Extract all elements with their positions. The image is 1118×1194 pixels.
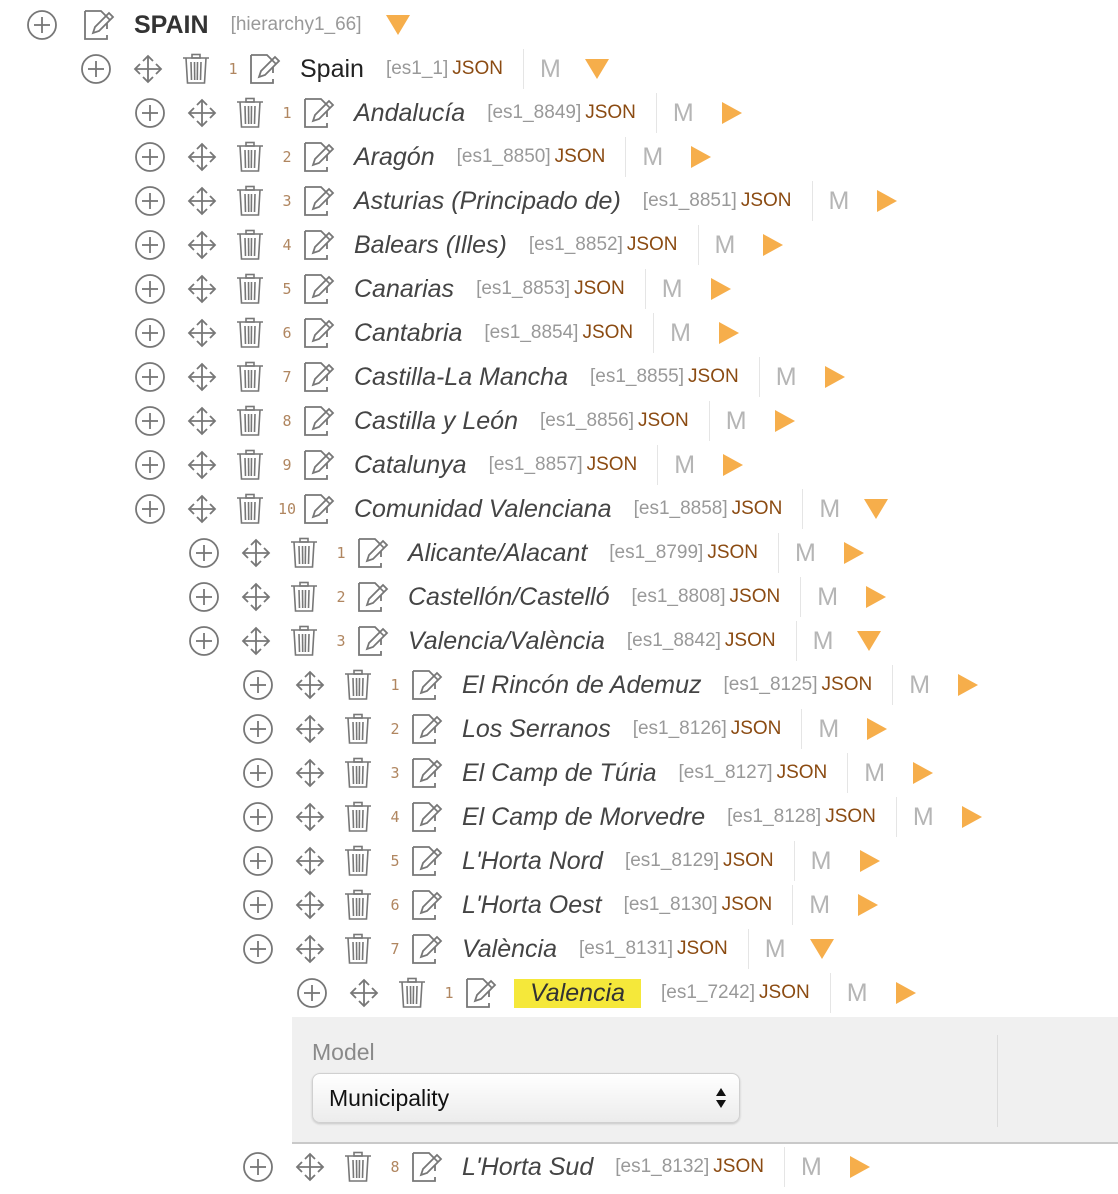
- add-child-icon[interactable]: [242, 801, 274, 833]
- add-child-icon[interactable]: [134, 317, 166, 349]
- tree-row: [0, 135, 1118, 179]
- model-toggle-button[interactable]: M: [714, 230, 736, 259]
- delete-icon[interactable]: [234, 449, 266, 481]
- edit-icon[interactable]: [406, 710, 444, 748]
- tree-row: [0, 751, 1118, 795]
- move-handle-icon[interactable]: [186, 405, 218, 437]
- move-handle-icon[interactable]: [186, 493, 218, 525]
- row-index: 2: [390, 720, 400, 738]
- node-name[interactable]: El Camp de Morvedre: [462, 802, 706, 831]
- row-index: 6: [390, 896, 400, 914]
- collapse-toggle-icon[interactable]: [810, 939, 834, 959]
- node-code: [es1_8851]: [642, 190, 737, 211]
- separator: [892, 665, 893, 705]
- delete-icon[interactable]: [342, 757, 374, 789]
- separator: [657, 445, 658, 485]
- tree-row: [0, 355, 1118, 399]
- model-toggle-button[interactable]: M: [661, 274, 683, 303]
- separator: [709, 401, 710, 441]
- node-name[interactable]: Aragón: [354, 142, 435, 171]
- json-link[interactable]: JSON: [452, 58, 503, 79]
- tree-row: [0, 179, 1118, 223]
- move-handle-icon[interactable]: [240, 537, 272, 569]
- node-name[interactable]: El Camp de Túria: [462, 758, 657, 787]
- row-index: 3: [390, 764, 400, 782]
- move-handle-icon[interactable]: [186, 449, 218, 481]
- collapse-toggle-icon[interactable]: [386, 15, 410, 35]
- node-name[interactable]: Spain: [300, 54, 364, 83]
- add-child-icon[interactable]: [134, 405, 166, 437]
- expand-toggle-icon[interactable]: [877, 190, 897, 212]
- node-code: [es1_8853]: [476, 278, 571, 299]
- add-child-icon[interactable]: [134, 97, 166, 129]
- model-toggle-button[interactable]: M: [846, 978, 868, 1007]
- delete-icon[interactable]: [342, 1151, 374, 1183]
- edit-icon[interactable]: [298, 490, 336, 528]
- delete-icon[interactable]: [234, 493, 266, 525]
- node-code: [es1_8128]: [727, 806, 822, 827]
- expand-toggle-icon[interactable]: [711, 278, 731, 300]
- delete-icon[interactable]: [342, 801, 374, 833]
- expand-toggle-icon[interactable]: [867, 718, 887, 740]
- tree-row: [0, 839, 1118, 883]
- edit-icon[interactable]: [352, 534, 390, 572]
- model-toggle-button[interactable]: M: [764, 934, 786, 963]
- separator: [801, 709, 802, 749]
- json-link[interactable]: JSON: [729, 586, 781, 607]
- node-name[interactable]: L'Horta Sud: [462, 1152, 594, 1181]
- node-code: [es1_8808]: [631, 586, 726, 607]
- move-handle-icon[interactable]: [294, 845, 326, 877]
- node-code: [es1_8127]: [678, 762, 773, 783]
- row-index: 1: [282, 104, 292, 122]
- add-child-icon[interactable]: [188, 625, 220, 657]
- add-child-icon[interactable]: [242, 1151, 274, 1183]
- row-index: 3: [336, 632, 346, 650]
- node-name[interactable]: Castilla y León: [354, 406, 518, 435]
- collapse-toggle-icon[interactable]: [857, 631, 881, 651]
- separator: [847, 753, 848, 793]
- collapse-toggle-icon[interactable]: [585, 59, 609, 79]
- collapse-toggle-icon[interactable]: [864, 499, 888, 519]
- row-index: 8: [390, 1158, 400, 1176]
- move-handle-icon[interactable]: [186, 185, 218, 217]
- row-index: 8: [282, 412, 292, 430]
- add-child-icon[interactable]: [242, 713, 274, 745]
- model-select[interactable]: [312, 1073, 740, 1123]
- row-index: 5: [282, 280, 292, 298]
- separator: [812, 181, 813, 221]
- delete-icon[interactable]: [234, 141, 266, 173]
- delete-icon[interactable]: [234, 229, 266, 261]
- add-child-icon[interactable]: [242, 757, 274, 789]
- model-toggle-button[interactable]: M: [795, 538, 816, 567]
- move-handle-icon[interactable]: [186, 361, 218, 393]
- move-handle-icon[interactable]: [132, 53, 164, 85]
- add-child-icon[interactable]: [188, 581, 220, 613]
- json-link[interactable]: JSON: [740, 190, 792, 211]
- expand-toggle-icon[interactable]: [722, 102, 742, 124]
- separator: [784, 1147, 785, 1187]
- select-arrows-icon: [715, 1086, 727, 1110]
- json-link[interactable]: JSON: [722, 850, 774, 871]
- json-link[interactable]: JSON: [724, 630, 776, 651]
- edit-icon[interactable]: [298, 226, 336, 264]
- json-link[interactable]: JSON: [582, 322, 634, 343]
- move-handle-icon[interactable]: [186, 273, 218, 305]
- expand-toggle-icon[interactable]: [962, 806, 982, 828]
- tree-row: [0, 487, 1118, 531]
- json-link[interactable]: JSON: [821, 674, 873, 695]
- expand-toggle-icon[interactable]: [719, 322, 739, 344]
- expand-toggle-icon[interactable]: [775, 410, 795, 432]
- tree-row: [0, 531, 1118, 575]
- add-child-icon[interactable]: [296, 977, 328, 1009]
- tree-row: [0, 707, 1118, 751]
- separator: [802, 489, 803, 529]
- add-child-icon[interactable]: [242, 933, 274, 965]
- node-name[interactable]: L'Horta Oest: [462, 890, 602, 919]
- delete-icon[interactable]: [342, 845, 374, 877]
- separator: [759, 357, 760, 397]
- delete-icon[interactable]: [234, 273, 266, 305]
- edit-icon[interactable]: [298, 358, 336, 396]
- model-toggle-button[interactable]: M: [775, 362, 797, 391]
- model-toggle-button[interactable]: M: [818, 714, 840, 743]
- separator: [523, 49, 524, 89]
- separator: [792, 885, 793, 925]
- json-link[interactable]: JSON: [677, 938, 728, 959]
- row-index: 2: [336, 588, 346, 606]
- model-label: Model: [312, 1039, 375, 1065]
- move-handle-icon[interactable]: [294, 757, 326, 789]
- move-handle-icon[interactable]: [240, 625, 272, 657]
- move-handle-icon[interactable]: [294, 933, 326, 965]
- move-handle-icon[interactable]: [240, 581, 272, 613]
- separator: [794, 841, 795, 881]
- node-name[interactable]: Catalunya: [354, 450, 467, 479]
- node-code: [es1_8125]: [723, 674, 818, 695]
- edit-icon[interactable]: [352, 578, 390, 616]
- node-code: [es1_8858]: [633, 498, 728, 519]
- expand-toggle-icon[interactable]: [858, 894, 878, 916]
- move-handle-icon[interactable]: [186, 317, 218, 349]
- add-child-icon[interactable]: [134, 361, 166, 393]
- row-index: 4: [282, 236, 292, 254]
- tree-row: [0, 971, 1118, 1015]
- edit-icon[interactable]: [460, 974, 498, 1012]
- node-code: [es1_8856]: [539, 410, 635, 431]
- model-toggle-button[interactable]: M: [912, 802, 934, 831]
- node-name[interactable]: Andalucía: [354, 98, 466, 127]
- node-name[interactable]: Asturias (Principado de): [354, 186, 621, 215]
- expand-toggle-icon[interactable]: [723, 454, 743, 476]
- json-link[interactable]: JSON: [825, 806, 876, 827]
- delete-icon[interactable]: [234, 97, 266, 129]
- node-name[interactable]: Alicante/Alacant: [408, 538, 588, 567]
- model-toggle-button[interactable]: M: [819, 494, 841, 523]
- separator: [645, 269, 646, 309]
- node-name[interactable]: El Rincón de Ademuz: [462, 670, 702, 699]
- tree-row: [0, 47, 1118, 91]
- json-link[interactable]: JSON: [730, 718, 782, 739]
- add-child-icon[interactable]: [80, 53, 112, 85]
- node-code: [es1_8130]: [623, 894, 718, 915]
- tree-row: [0, 795, 1118, 839]
- node-code: [es1_8126]: [632, 718, 727, 739]
- node-name[interactable]: Canarias: [354, 274, 455, 303]
- node-name[interactable]: Comunidad Valenciana: [354, 494, 612, 523]
- node-code: [es1_7242]: [660, 982, 756, 1003]
- tree-row: [0, 619, 1118, 663]
- edit-icon[interactable]: [244, 50, 282, 88]
- edit-icon[interactable]: [298, 446, 336, 484]
- delete-icon[interactable]: [234, 361, 266, 393]
- root-title: SPAIN: [134, 10, 209, 39]
- model-select-value: Municipality: [329, 1084, 450, 1111]
- json-link[interactable]: JSON: [759, 982, 810, 1003]
- add-child-icon[interactable]: [134, 141, 166, 173]
- edit-icon[interactable]: [406, 666, 444, 704]
- move-handle-icon[interactable]: [294, 713, 326, 745]
- delete-icon[interactable]: [234, 185, 266, 217]
- json-link[interactable]: JSON: [776, 762, 828, 783]
- json-link[interactable]: JSON: [713, 1156, 764, 1177]
- move-handle-icon[interactable]: [348, 977, 380, 1009]
- tree-row: [0, 1145, 1118, 1189]
- json-link[interactable]: JSON: [586, 454, 638, 475]
- separator: [796, 621, 797, 661]
- model-toggle-button[interactable]: M: [864, 758, 886, 787]
- model-toggle-button[interactable]: M: [674, 450, 696, 479]
- node-name[interactable]: Castellón/Castelló: [408, 582, 610, 611]
- add-child-icon[interactable]: [242, 845, 274, 877]
- node-name[interactable]: Los Serranos: [462, 714, 611, 743]
- model-toggle-button[interactable]: M: [810, 846, 832, 875]
- node-name[interactable]: Castilla-La Mancha: [354, 362, 568, 391]
- edit-icon[interactable]: [352, 622, 390, 660]
- node-code: [es1_8799]: [609, 542, 704, 563]
- node-name[interactable]: Cantabria: [354, 318, 463, 347]
- separator: [896, 797, 897, 837]
- node-code: [es1_8131]: [578, 938, 674, 959]
- node-code: [es1_8857]: [488, 454, 583, 475]
- add-child-icon[interactable]: [26, 9, 58, 41]
- edit-icon[interactable]: [298, 402, 336, 440]
- separator: [778, 533, 779, 573]
- expand-toggle-icon[interactable]: [844, 542, 864, 564]
- node-name[interactable]: L'Horta Nord: [462, 846, 603, 875]
- row-index: 1: [336, 544, 346, 562]
- node-code: [es1_8849]: [487, 102, 582, 123]
- panel-divider: [997, 1035, 998, 1127]
- row-index: 5: [390, 852, 400, 870]
- expand-toggle-icon[interactable]: [860, 850, 880, 872]
- move-handle-icon[interactable]: [186, 141, 218, 173]
- row-index: 7: [282, 368, 292, 386]
- json-link[interactable]: JSON: [721, 894, 773, 915]
- delete-icon[interactable]: [288, 537, 320, 569]
- node-code: [es1_8842]: [626, 630, 721, 651]
- move-handle-icon[interactable]: [294, 669, 326, 701]
- json-link[interactable]: JSON: [626, 234, 678, 255]
- edit-icon[interactable]: [78, 6, 116, 44]
- node-code: [es1_8852]: [528, 234, 623, 255]
- node-code: [es1_1]: [385, 58, 449, 79]
- node-code: [es1_8850]: [456, 146, 551, 167]
- add-child-icon[interactable]: [188, 537, 220, 569]
- node-name[interactable]: Valencia: [514, 979, 641, 1008]
- tree-row: [0, 927, 1118, 971]
- root-code: [hierarchy1_66]: [230, 14, 362, 35]
- add-child-icon[interactable]: [242, 669, 274, 701]
- model-toggle-button[interactable]: M: [539, 54, 561, 83]
- expand-toggle-icon[interactable]: [913, 762, 933, 784]
- expand-toggle-icon[interactable]: [763, 234, 783, 256]
- node-code: [es1_8132]: [615, 1156, 710, 1177]
- expand-toggle-icon[interactable]: [691, 146, 711, 168]
- delete-icon[interactable]: [396, 977, 428, 1009]
- edit-icon[interactable]: [406, 1148, 444, 1186]
- edit-icon[interactable]: [406, 930, 444, 968]
- delete-icon[interactable]: [288, 625, 320, 657]
- node-code: [es1_8129]: [624, 850, 719, 871]
- separator: [800, 577, 801, 617]
- json-link[interactable]: JSON: [638, 410, 689, 431]
- delete-icon[interactable]: [342, 889, 374, 921]
- expand-toggle-icon[interactable]: [850, 1156, 870, 1178]
- row-index: 4: [390, 808, 400, 826]
- tree-root-row: [0, 3, 1118, 47]
- expand-toggle-icon[interactable]: [896, 982, 916, 1004]
- row-index: 2: [282, 148, 292, 166]
- model-toggle-button[interactable]: M: [809, 890, 831, 919]
- add-child-icon[interactable]: [134, 449, 166, 481]
- move-handle-icon[interactable]: [186, 97, 218, 129]
- json-link[interactable]: JSON: [688, 366, 739, 387]
- tree-row: [0, 399, 1118, 443]
- delete-icon[interactable]: [288, 581, 320, 613]
- edit-icon[interactable]: [406, 886, 444, 924]
- move-handle-icon[interactable]: [294, 889, 326, 921]
- row-index: 1: [228, 60, 238, 78]
- add-child-icon[interactable]: [134, 273, 166, 305]
- json-link[interactable]: JSON: [731, 498, 783, 519]
- tree-row: [0, 575, 1118, 619]
- delete-icon[interactable]: [342, 669, 374, 701]
- json-link[interactable]: JSON: [554, 146, 606, 167]
- tree-row: [0, 91, 1118, 135]
- edit-icon[interactable]: [298, 94, 336, 132]
- tree-row: [0, 663, 1118, 707]
- row-index: 6: [282, 324, 292, 342]
- row-index: 10: [277, 500, 297, 518]
- model-toggle-button[interactable]: M: [812, 626, 834, 655]
- delete-icon[interactable]: [234, 405, 266, 437]
- model-toggle-button[interactable]: M: [800, 1152, 822, 1181]
- add-child-icon[interactable]: [242, 889, 274, 921]
- row-index: 9: [282, 456, 292, 474]
- node-code: [es1_8854]: [484, 322, 579, 343]
- tree-row: [0, 223, 1118, 267]
- delete-icon[interactable]: [180, 53, 212, 85]
- edit-icon[interactable]: [298, 314, 336, 352]
- tree-row: [0, 443, 1118, 487]
- model-toggle-button[interactable]: M: [725, 406, 747, 435]
- model-toggle-button[interactable]: M: [642, 142, 664, 171]
- move-handle-icon[interactable]: [294, 1151, 326, 1183]
- move-handle-icon[interactable]: [294, 801, 326, 833]
- add-child-icon[interactable]: [134, 185, 166, 217]
- node-code: [es1_8855]: [590, 366, 685, 387]
- separator: [625, 137, 626, 177]
- edit-icon[interactable]: [406, 842, 444, 880]
- expand-toggle-icon[interactable]: [958, 674, 978, 696]
- expand-toggle-icon[interactable]: [825, 366, 845, 388]
- separator: [653, 313, 654, 353]
- row-index: 1: [444, 984, 454, 1002]
- node-name[interactable]: València: [462, 934, 557, 963]
- tree-row: [0, 267, 1118, 311]
- tree-row: [0, 883, 1118, 927]
- separator: [830, 973, 831, 1013]
- separator: [656, 93, 657, 133]
- add-child-icon[interactable]: [134, 493, 166, 525]
- expand-toggle-icon[interactable]: [866, 586, 886, 608]
- json-link[interactable]: JSON: [574, 278, 625, 299]
- model-toggle-button[interactable]: M: [828, 186, 850, 215]
- delete-icon[interactable]: [234, 317, 266, 349]
- model-editor-panel: [292, 1017, 1118, 1144]
- delete-icon[interactable]: [342, 713, 374, 745]
- node-name[interactable]: Valencia/València: [408, 626, 605, 655]
- edit-icon[interactable]: [406, 754, 444, 792]
- delete-icon[interactable]: [342, 933, 374, 965]
- edit-icon[interactable]: [298, 138, 336, 176]
- row-index: 3: [282, 192, 292, 210]
- node-name[interactable]: Balears (Illes): [354, 230, 507, 259]
- edit-icon[interactable]: [298, 182, 336, 220]
- model-toggle-button[interactable]: M: [670, 318, 691, 347]
- separator: [698, 225, 699, 265]
- model-toggle-button[interactable]: M: [909, 670, 931, 699]
- json-link[interactable]: JSON: [585, 102, 636, 123]
- row-index: 7: [390, 940, 400, 958]
- row-index: 1: [390, 676, 400, 694]
- add-child-icon[interactable]: [134, 229, 166, 261]
- tree-row: [0, 311, 1118, 355]
- move-handle-icon[interactable]: [186, 229, 218, 261]
- edit-icon[interactable]: [298, 270, 336, 308]
- model-toggle-button[interactable]: M: [817, 582, 839, 611]
- separator: [748, 929, 749, 969]
- model-toggle-button[interactable]: M: [672, 98, 694, 127]
- edit-icon[interactable]: [406, 798, 444, 836]
- json-link[interactable]: JSON: [707, 542, 758, 563]
